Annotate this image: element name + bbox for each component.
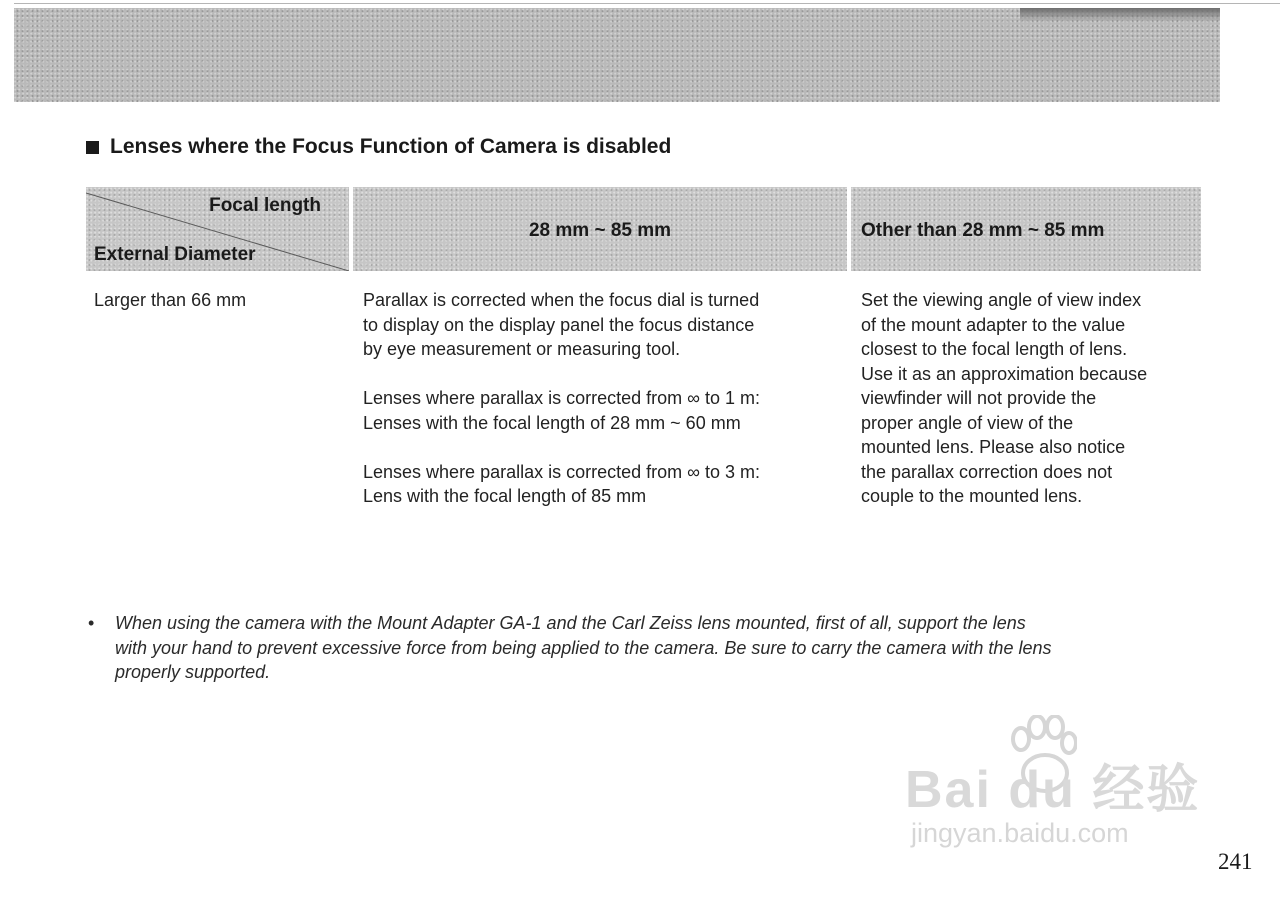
table-header-col3 <box>851 187 1201 271</box>
col3-header-label: Other than 28 mm ~ 85 mm <box>861 220 1105 241</box>
baidu-watermark <box>905 715 1205 865</box>
col3-text-line: mounted lens. Please also notice <box>861 437 1126 457</box>
row-label-cell <box>94 288 246 313</box>
col2-header-label: 28 mm ~ 85 mm <box>528 220 672 241</box>
col3-text-line: viewfinder will not provide the <box>861 388 1097 408</box>
note-text <box>115 611 1051 685</box>
focal-length-label: Focal length <box>209 195 321 216</box>
row-label: Larger than 66 mm <box>94 290 247 310</box>
col3-text-line: the parallax correction does not <box>861 461 1113 482</box>
note-line: properly supported. <box>115 662 271 682</box>
top-rule <box>14 3 1280 4</box>
col3-text-line: closest to the focal length of lens. <box>861 339 1128 359</box>
col3-text-line: Set the viewing angle of view index <box>861 290 1142 310</box>
header-band <box>14 8 1220 102</box>
col2-text-line: Lenses where parallax is corrected from ∞ to 3 m: <box>363 461 760 482</box>
col3-text-line: couple to the mounted lens. <box>861 486 1083 506</box>
external-diameter-label: External Diameter <box>94 244 256 265</box>
table-header-corner-cell <box>86 187 349 271</box>
note-line: When using the camera with the Mount Adapter GA-1 and the Carl Zeiss lens mounted, first of all, support the lens <box>115 613 1026 633</box>
col2-text-line: Parallax is corrected when the focus dial is turned <box>363 290 760 310</box>
note-bullet: • <box>88 613 95 633</box>
col2-cell <box>363 288 760 509</box>
col3-cell <box>861 288 1147 509</box>
section-heading <box>86 133 671 161</box>
table-header-col2 <box>353 187 847 271</box>
col3-text-line: proper angle of view of the <box>861 412 1074 433</box>
square-bullet-icon <box>86 141 99 154</box>
col3-text-line: of the mount adapter to the value <box>861 314 1126 335</box>
col2-text-line: Lenses with the focal length of 28 mm ~ 60 mm <box>363 412 741 433</box>
col2-text-line: by eye measurement or measuring tool. <box>363 339 681 359</box>
col2-text-line: to display on the display panel the focus distance <box>363 314 755 335</box>
note-paragraph <box>88 611 1208 685</box>
page-number: 241 <box>1218 849 1253 874</box>
col2-text-line: Lens with the focal length of 85 mm <box>363 486 647 506</box>
watermark-main-text: Bai du 经验 <box>905 761 1201 819</box>
col3-text-line: Use it as an approximation because <box>861 363 1148 384</box>
section-heading-text: Lenses where the Focus Function of Camera is disabled <box>110 135 672 158</box>
watermark-url-text: jingyan.baidu.com <box>911 818 1129 848</box>
col2-text-line: Lenses where parallax is corrected from ∞ to 1 m: <box>363 388 760 408</box>
note-line: with your hand to prevent excessive force from being applied to the camera. Be sure to carry the camera with the lens <box>115 637 1052 658</box>
